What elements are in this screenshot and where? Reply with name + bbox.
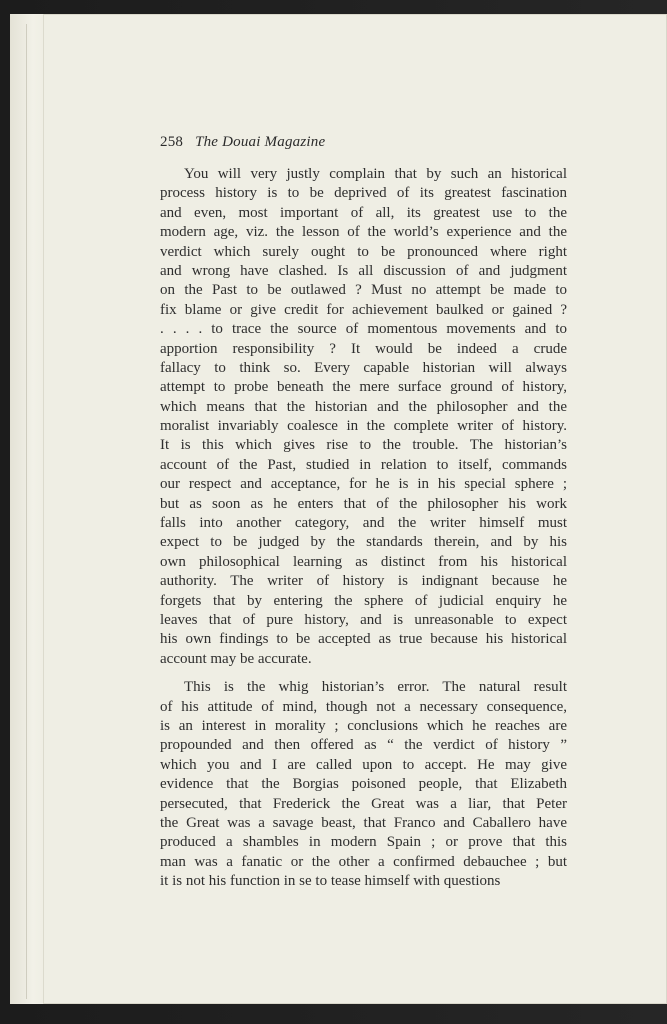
running-header: [160, 134, 580, 151]
text-line: own philosophical learning as distinct from his historical: [160, 553, 567, 570]
text-line: . . . . to trace the source of momentous movements and to: [160, 321, 567, 338]
text-line: forgets that by entering the sphere of judicial enquiry he: [160, 592, 567, 609]
text-line: produced a shambles in modern Spain ; or prove that this: [160, 834, 567, 851]
text-line: on the Past to be outlawed ? Must no attempt be made to: [160, 282, 567, 299]
text-line: It is this which gives rise to the trouble. The historian’s: [160, 437, 567, 454]
paragraph: [160, 678, 567, 891]
text-line: attempt to probe beneath the mere surface ground of history,: [160, 379, 567, 396]
text-line: and wrong have clashed. Is all discussion of and judgment: [160, 262, 567, 279]
text-line: but as soon as he enters that of the philosopher his work: [160, 495, 567, 512]
page-number: 258: [160, 134, 184, 150]
text-line: apportion responsibility ? It would be indeed a crude: [160, 340, 567, 357]
text-line: expect to be judged by the standards therein, and by his: [160, 534, 567, 551]
body-text: [160, 165, 567, 891]
text-line: and even, most important of all, its greatest use to the: [160, 204, 567, 221]
text-line: man was a fanatic or the other a confirmed debauchee ; but: [160, 853, 567, 870]
text-line: the Great was a savage beast, that Franco and Caballero have: [160, 814, 567, 831]
text-line: of his attitude of mind, though not a necessary consequence,: [160, 698, 567, 715]
text-line: verdict which surely ought to be pronounced where right: [160, 243, 567, 260]
text-line: You will very justly complain that by such an historical: [184, 166, 567, 182]
text-line: account may be accurate.: [160, 650, 312, 667]
text-line: which means that the historian and the philosopher and the: [160, 398, 567, 415]
text-line: fix blame or give credit for achievement baulked or gained ?: [160, 301, 567, 318]
text-line: authority. The writer of history is indignant because he: [160, 573, 567, 590]
text-line: evidence that the Borgias poisoned people, that Elizabeth: [160, 776, 567, 793]
text-line: fallacy to think so. Every capable historian will always: [160, 359, 567, 376]
running-title: The Douai Magazine: [195, 134, 326, 150]
text-line: modern age, viz. the lesson of the world’s experience and the: [160, 224, 567, 241]
text-line: our respect and acceptance, for he is in his special sphere ;: [160, 476, 567, 493]
text-line: This is the whig historian’s error. The natural result: [184, 679, 567, 696]
paragraph-gap: [160, 669, 567, 678]
text-line: falls into another category, and the writer himself must: [160, 515, 567, 532]
text-line: his own findings to be accepted as true because his historical: [160, 631, 567, 648]
page-gutter: [10, 14, 44, 1004]
text-line: is an interest in morality ; conclusions which he reaches are: [160, 717, 567, 734]
gutter-line: [26, 24, 27, 999]
text-line: moralist invariably coalesce in the complete writer of history.: [160, 418, 567, 435]
text-line: account of the Past, studied in relation to itself, commands: [160, 456, 567, 473]
text-line: persecuted, that Frederick the Great was a liar, that Peter: [160, 795, 567, 812]
text-line: which you and I are called upon to accept. He may give: [160, 756, 567, 773]
text-line: leaves that of pure history, and is unreasonable to expect: [160, 611, 567, 628]
paragraph: [160, 165, 567, 669]
text-line: propounded and then offered as “ the verdict of history ”: [160, 737, 567, 754]
text-line: it is not his function in se to tease himself with questions: [160, 873, 501, 890]
text-line: process history is to be deprived of its greatest fascination: [160, 185, 567, 202]
